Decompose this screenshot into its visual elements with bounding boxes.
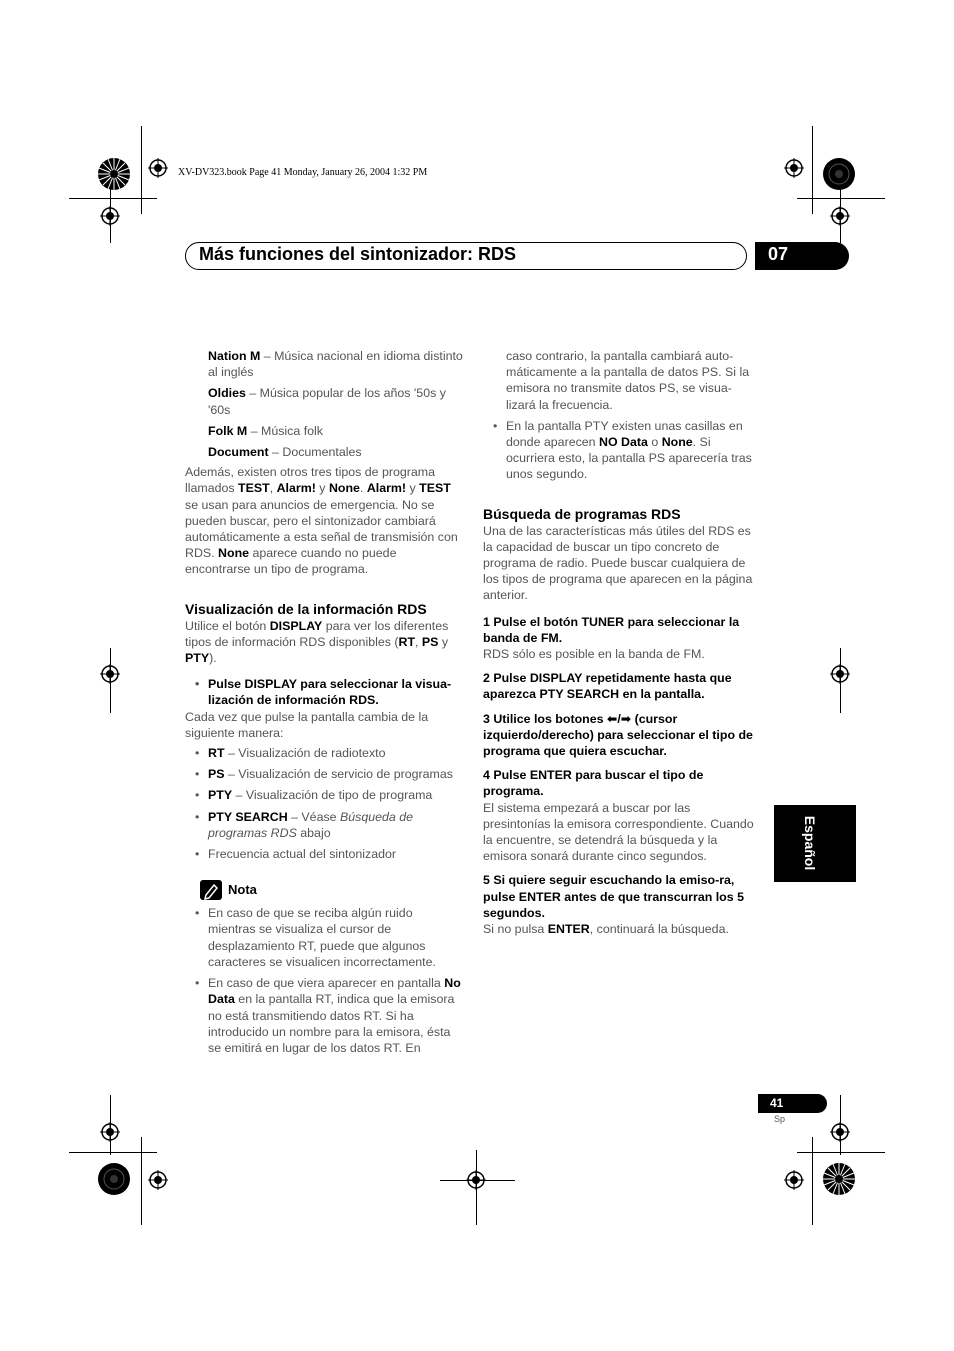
crosshair-icon xyxy=(148,1170,168,1190)
registration-wheel-icon xyxy=(97,157,131,191)
registration-wheel-icon xyxy=(822,157,856,191)
paragraph-continued: caso contrario, la pantalla cambiará auto-máticamente a la pantalla de datos PS. Si la emisora no transmite datos PS, se visua-lizará la frecuencia. xyxy=(506,349,750,412)
program-type-item: Nation M – Música nacional en idioma distinto al inglés xyxy=(208,349,463,380)
step-1: 1 Pulse el botón TUNER para seleccionar la banda de FM. xyxy=(483,614,740,645)
note-header: Nota xyxy=(185,880,463,900)
paragraph-display: Utilice el botón DISPLAY para ver los diferentes tipos de información RDS disponibles (RT, PS y PTY). xyxy=(185,618,449,666)
section-heading: Búsqueda de programas RDS xyxy=(483,505,681,522)
chapter-number: 07 xyxy=(768,244,789,264)
program-type-item: Document – Documentales xyxy=(208,445,362,460)
section-heading: Visualización de la información RDS xyxy=(185,600,427,617)
page-number-badge xyxy=(758,1094,827,1113)
step-4: 4 Pulse ENTER para buscar el tipo de programa. xyxy=(483,768,704,799)
registration-wheel-icon xyxy=(822,1162,856,1196)
paragraph-search: Una de las características más útiles del RDS es la capacidad de buscar un tipo concreto de programa de radio. Puede buscar cualquiera de los tipos de programa que aparecen en la página anterior. xyxy=(483,523,753,603)
step-3: 3 Utilice los botones ⬅/➡ (cursor izquierdo/derecho) para seleccionar el tipo de programa que quiera escuchar. xyxy=(483,711,753,759)
step-5: 5 Si quiere seguir escuchando la emiso-ra, pulse ENTER antes de que transcurran los 5 segundos. xyxy=(483,873,744,920)
list-item: • En la pantalla PTY existen unas casillas en donde aparecen NO Data o None. Si ocurriera esto, la pantalla PS aparecería tras unos segundo. xyxy=(483,418,761,483)
crosshair-icon xyxy=(830,664,850,684)
note-item: • En caso de que viera aparecer en pantalla No Data en la pantalla RT, indica que la emisora no está transmitiendo datos RT. Si ha introducido un nombre para la emisora, ésta se emitirá en lugar de los datos RT. En xyxy=(185,975,463,1056)
crosshair-icon xyxy=(100,664,120,684)
step-5-note: Si no pulsa ENTER, continuará la búsqueda. xyxy=(483,922,729,937)
book-info: XV-DV323.book Page 41 Monday, January 26, 2004 1:32 PM xyxy=(178,167,428,178)
paragraph-other-types: Además, existen otros tres tipos de programa llamados TEST, Alarm! y None. Alarm! y TEST se usan para anuncios de emergencia. No se pueden buscar, pero el sintonizador cambiará automáticamente a esta señal de transmisión con RDS. None aparece cuando no puede encontrarse un tipo de programa. xyxy=(185,465,458,577)
crosshair-icon xyxy=(830,1122,850,1142)
page-lang-code: Sp xyxy=(774,1114,786,1124)
program-type-item: Oldies – Música popular de los años '50s y '60s xyxy=(208,386,446,417)
paragraph-cycle: Cada vez que pulse la pantalla cambia de la siguiente manera: xyxy=(185,709,429,740)
step-1-note: RDS sólo es posible en la banda de FM. xyxy=(483,647,705,662)
crosshair-icon xyxy=(784,158,804,178)
crosshair-icon xyxy=(100,206,120,226)
registration-wheel-icon xyxy=(97,1162,131,1196)
step-4-note: El sistema empezará a buscar por las presintonías la emisora correspondiente. Cuando la encuentre, se detendrá la búsqueda y la emisora sonará durante cinco segundos. xyxy=(483,800,754,864)
language-label: Español xyxy=(802,815,819,871)
crosshair-icon xyxy=(100,1122,120,1142)
note-item: • En caso de que se reciba algún ruido mientras se visualiza el cursor de desplazamiento RT, puede que algunos caracteres se visualicen incorrectamente. xyxy=(185,905,463,970)
display-mode-item: • PTY SEARCH – Véase Búsqueda de programas RDS abajo xyxy=(185,809,463,841)
crosshair-icon xyxy=(466,1170,486,1190)
pencil-icon xyxy=(200,880,222,900)
instruction: • Pulse DISPLAY para seleccionar la visua-lización de información RDS. xyxy=(185,676,463,708)
crosshair-icon xyxy=(830,206,850,226)
display-mode-item: • PTY – Visualización de tipo de programa xyxy=(185,787,463,803)
program-type-item: Folk M – Música folk xyxy=(208,423,323,438)
display-mode-item: • PS – Visualización de servicio de programas xyxy=(185,766,463,782)
page-number: 41 xyxy=(770,1096,784,1110)
display-mode-item: • RT – Visualización de radiotexto xyxy=(185,745,463,761)
crosshair-icon xyxy=(148,158,168,178)
step-2: 2 Pulse DISPLAY repetidamente hasta que aparezca PTY SEARCH en la pantalla. xyxy=(483,671,732,702)
page-title: Más funciones del sintonizador: RDS xyxy=(199,244,517,264)
display-mode-item: • Frecuencia actual del sintonizador xyxy=(185,846,463,862)
left-column xyxy=(185,348,463,1056)
crosshair-icon xyxy=(784,1170,804,1190)
right-column xyxy=(483,348,761,937)
